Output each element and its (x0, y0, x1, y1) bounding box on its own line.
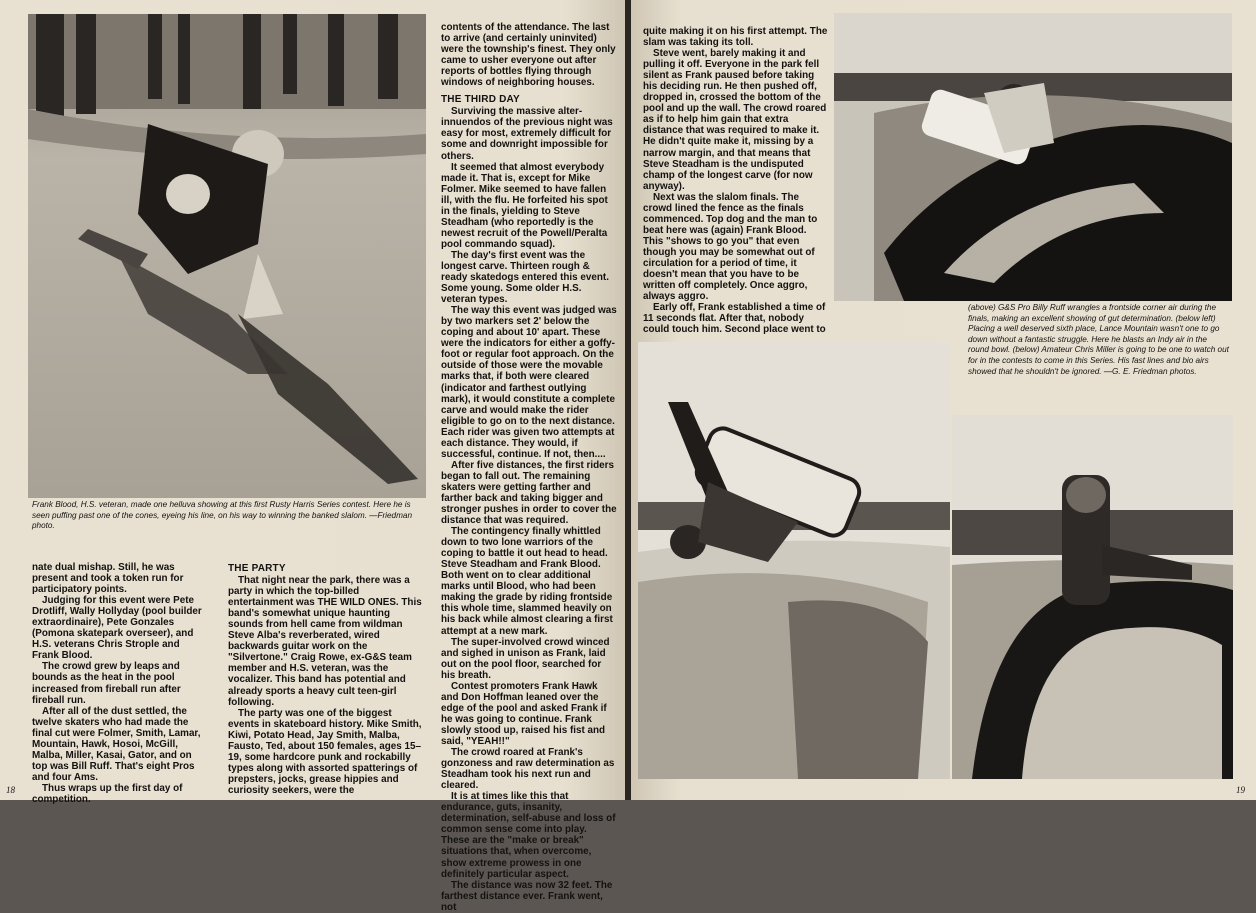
photo-lance-mountain-indy-air (638, 342, 950, 779)
paragraph: That night near the park, there was a party in which the top-billed entertainment was THE WILD ONES. This band's somewhat unique haunting sounds from hell came from wildman Steve Alba's reverberated, wired backwards guitar work on the "Silvertone." Craig Rowe, ex-G&S team member and H.S. veteran, was the vocalizer. This band has potential and already sports a heavy cult teen-girl following. (228, 575, 422, 708)
paragraph: Early off, Frank established a time of 11 seconds flat. After that, nobody could touch him. Second place went to (643, 302, 826, 336)
paragraph: Surviving the massive alter-innuendos of the previous night was easy for most, extremely difficult for some and downright impossible for others. (441, 106, 613, 162)
left-column-1 (32, 562, 204, 805)
photo-billy-ruff-frontside-air (834, 13, 1232, 301)
page-number-right: 19 (1236, 785, 1245, 795)
paragraph: The crowd roared at Frank's gonzoness and raw determination as Steadham took his next run and cleared. (441, 747, 615, 792)
paragraph: quite making it on his first attempt. The slam was taking its toll. (643, 26, 828, 49)
paragraph: The day's first event was the longest carve. Thirteen rough & ready skatedogs entered this event. Some young. Some older H.S. veteran types. (441, 249, 609, 306)
right-page (631, 0, 1256, 800)
paragraph: The distance was now 32 feet. The farthest distance ever. Frank went, not (441, 879, 613, 913)
paragraph: Steve went, barely making it and pulling it off. Everyone in the park fell silent as Frank paused before taking his deciding run. He then pushed off, dropped in, crossed the bottom of the pool and up the wall. The crowd roared as if to help him gain that extra distance that was required to make it. He didn't quite make it, missing by a narrow margin, and that means that Steve Steadham is the undisputed champ of the longest carve (for now anyway). (643, 48, 827, 192)
left-column-2 (228, 558, 424, 796)
paragraph: The contingency finally whittled down to two lone warriors of the coping to battle it out head to head. Steve Steadham and Frank Blood. Both went on to clear additional marks until Blood, who had been making the grade by riding frontside this whole time, slammed heavily on his back while almost clearing a first attempt at a new mark. (441, 526, 613, 637)
left-column-3 (441, 22, 617, 913)
paragraph: nate dual mishap. Still, he was present and took a token run for participatory points. (32, 562, 184, 596)
paragraph: The crowd grew by leaps and bounds as the heat in the pool increased from fireball run after fireball run. (32, 661, 181, 706)
section-heading-party: THE PARTY (228, 563, 286, 574)
paragraph: Contest promoters Frank Hawk and Don Hoffman leaned over the edge of the pool and asked Frank if he was going to continue. Frank slowly stood up, raised his fist and said, "YEAH!!" (441, 680, 607, 747)
paragraph: The super-involved crowd winced and sighed in unison as Frank, laid out on the pool floor, searched for his breath. (441, 636, 610, 681)
photo-caption-right: (above) G&S Pro Billy Ruff wrangles a frontside corner air during the finals, making an excellent showing of gut determination. (below left) Placing a well deserved sixth place, Lance Mountain wasn't one to go down without a fantastic struggle. Here he blasts an Indy air in the round bowl. (below) Amateur Chris Miller is going to be one to watch out for in the contests to come in this Series. His fast lines and bio airs showed that he shouldn't be ignored. —G. E. Friedman photos. (968, 303, 1229, 376)
paragraph: The way this event was judged was by two markers set 2' below the coping and about 10' apart. These were the indicators for either a goffy-foot or regular foot approach. On the outside of those were the movable marks that, if both were cleared (indicator and farthest outlying mark), it would constitute a complete carve and would make the rider eligible to go on to the next distance. Each rider was given two attempts at each distance. They would, if successful, continue. If not, then.... (441, 305, 617, 460)
left-page (0, 0, 625, 913)
paragraph: It seemed that almost everybody made it. That is, except for Mike Folmer. Mike seemed to have fallen ill, with the flu. He forfeited his spot in the finals, yielding to Steve Steadham (who reportedly is the newest recruit of the Powell/Peralta pool commando squad). (441, 161, 608, 250)
paragraph: Thus wraps up the first day of competition. (32, 782, 183, 805)
right-column (643, 26, 828, 336)
paragraph: Next was the slalom finals. The crowd lined the fence as the finals commenced. Top dog and the man to beat here was (again) Frank Blood. This "shows to go you" that even though you may be somewhat out of circulation for a period of time, it doesn't mean that you have to be written off completely. Once aggro, always aggro. (643, 191, 818, 303)
photo-caption-frank-blood: Frank Blood, H.S. veteran, made one helluva showing at this first Rusty Harris Series contest. Here he is seen puffing past one of the cones, eyeing his line, on his way to winning the banked slalom. —Friedman photo. (32, 500, 413, 531)
paragraph: Judging for this event were Pete Drotliff, Wally Hollyday (pool builder extraordinaire), Pete Gonzales (Pomona skatepark overseer), and H.S. veterans Chris Strople and Frank Blood. (32, 595, 202, 662)
paragraph: After five distances, the first riders began to fall out. The remaining skaters were getting farther and farther back and taking bigger and stronger pushes in order to cover the distance that was required. (441, 459, 617, 527)
paragraph: contents of the attendance. The last to arrive (and certainly uninvited) were the township's finest. They only came to usher everyone out after reports of bottles flying through windows of neighboring houses. (441, 22, 616, 89)
photo-chris-miller-bio-air (952, 415, 1233, 779)
paragraph: It is at times like this that endurance, guts, insanity, determination, self-abuse and loss of common sense come into play. These are the "make or break" situations that, when overcome, show extreme prowess in one definitely particular aspect. (441, 791, 616, 880)
paragraph: After all of the dust settled, the twelve skaters who had made the final cut were Folmer, Smith, Lamar, Mountain, Hawk, Hosoi, McGill, Malba, Miller, Kasai, Gator, and on top was Bill Ruff. That's eight Pros and four Ams. (32, 705, 201, 783)
photo-frank-blood-slalom (28, 14, 426, 498)
page-number-left: 18 (6, 785, 15, 795)
paragraph: The party was one of the biggest events in skateboard history. Mike Smith, Kiwi, Potato Head, Jay Smith, Malba, Fausto, Ted, about 150 females, ages 15–19, some hardcore punk and rockabilly types along with assorted spatterings of prepsters, jocks, grease hippies and curiosity seekers, were the (228, 707, 422, 796)
section-heading-third-day: THE THIRD DAY (441, 94, 520, 106)
